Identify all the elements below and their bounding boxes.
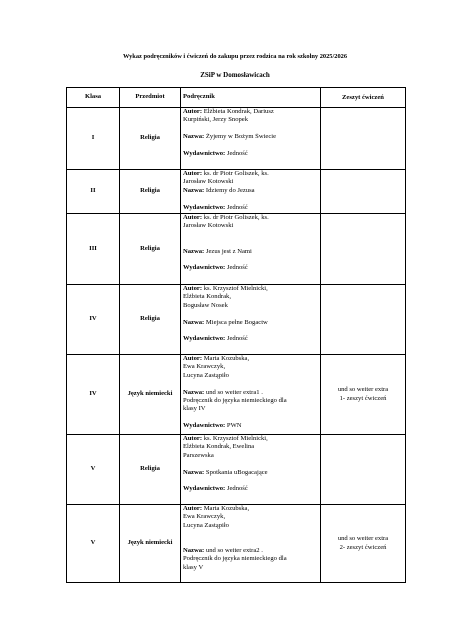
cell-przedmiot: Religia xyxy=(120,285,181,355)
cell-klasa: I xyxy=(67,108,120,170)
cell-zeszyt xyxy=(321,170,406,214)
cell-zeszyt xyxy=(321,108,406,170)
table-row xyxy=(67,505,406,583)
header-podrecznik: Podręcznik xyxy=(181,88,321,108)
table-row xyxy=(67,108,406,170)
cell-przedmiot: Religia xyxy=(120,108,181,170)
table-row xyxy=(67,214,406,285)
table-row xyxy=(67,355,406,435)
cell-zeszyt xyxy=(321,285,406,355)
cell-podrecznik: Autor: ks. dr Piotr Goliszek, ks. Jarosław Kotowski Nazwa: Idziemy do Jezusa Wydawnictwo: Jedność xyxy=(181,170,321,214)
header-przedmiot: Przedmiot xyxy=(120,88,181,108)
table-header-row xyxy=(67,88,406,108)
cell-podrecznik: Autor: Elżbieta Kondrak, Dariusz Kurpiński, Jerzy Snopek Nazwa: Żyjemy w Bożym Świecie Wydawnictwo: Jedność xyxy=(181,108,321,170)
cell-podrecznik: Autor: ks. Krzysztof Mielnicki, Elżbieta Kondrak, Ewelina Parszewska Nazwa: Spotkania uBogacające Wydawnictwo: Jedność xyxy=(181,435,321,505)
cell-podrecznik: Autor: ks. Krzysztof Mielnicki, Elżbieta Kondrak, Bogusław Nosek Nazwa: Miejsca pełne Bogactw Wydawnictwo: Jedność xyxy=(181,285,321,355)
cell-podrecznik: Autor: ks. dr Piotr Goliszek, ks. Jarosław Kotowski Nazwa: Jezus jest z Nami Wydawnictwo: Jedność xyxy=(181,214,321,285)
cell-klasa: III xyxy=(67,214,120,285)
cell-przedmiot: Język niemiecki xyxy=(120,355,181,435)
cell-zeszyt: und so weiter extra 1- zeszyt ćwiczeń xyxy=(321,355,406,435)
cell-podrecznik: Autor: Marta Kozubska, Ewa Krawczyk, Lucyna Zastąpiło Nazwa: und so weiter extra2 . Podręcznik do języka niemieckiego dla klasy V xyxy=(181,505,321,583)
table-row xyxy=(67,170,406,214)
cell-klasa: V xyxy=(67,505,120,583)
table-row xyxy=(67,285,406,355)
header-zeszyt: Zeszyt ćwiczeń xyxy=(321,88,406,108)
cell-klasa: IV xyxy=(67,285,120,355)
cell-zeszyt: und so weiter extra 2- zeszyt ćwiczeń xyxy=(321,505,406,583)
cell-podrecznik: Autor: Marta Kozubska, Ewa Krawczyk, Lucyna Zastąpiło Nazwa: und so weiter extra1 . Podręcznik do języka niemieckiego dla klasy IV Wydawnictwo: PWN xyxy=(181,355,321,435)
school-name: ZSiP w Domosławicach xyxy=(200,71,270,79)
header-klasa: Klasa xyxy=(67,88,120,108)
cell-klasa: V xyxy=(67,435,120,505)
textbook-table xyxy=(66,87,406,583)
cell-przedmiot: Religia xyxy=(120,214,181,285)
cell-klasa: IV xyxy=(67,355,120,435)
cell-zeszyt xyxy=(321,214,406,285)
cell-klasa: II xyxy=(67,170,120,214)
cell-zeszyt xyxy=(321,435,406,505)
table-row xyxy=(67,435,406,505)
cell-przedmiot: Religia xyxy=(120,170,181,214)
cell-przedmiot: Język niemiecki xyxy=(120,505,181,583)
cell-przedmiot: Religia xyxy=(120,435,181,505)
document-title: Wykaz podręczników i ćwiczeń do zakupu przez rodzica na rok szkolny 2025/2026 xyxy=(122,53,348,60)
